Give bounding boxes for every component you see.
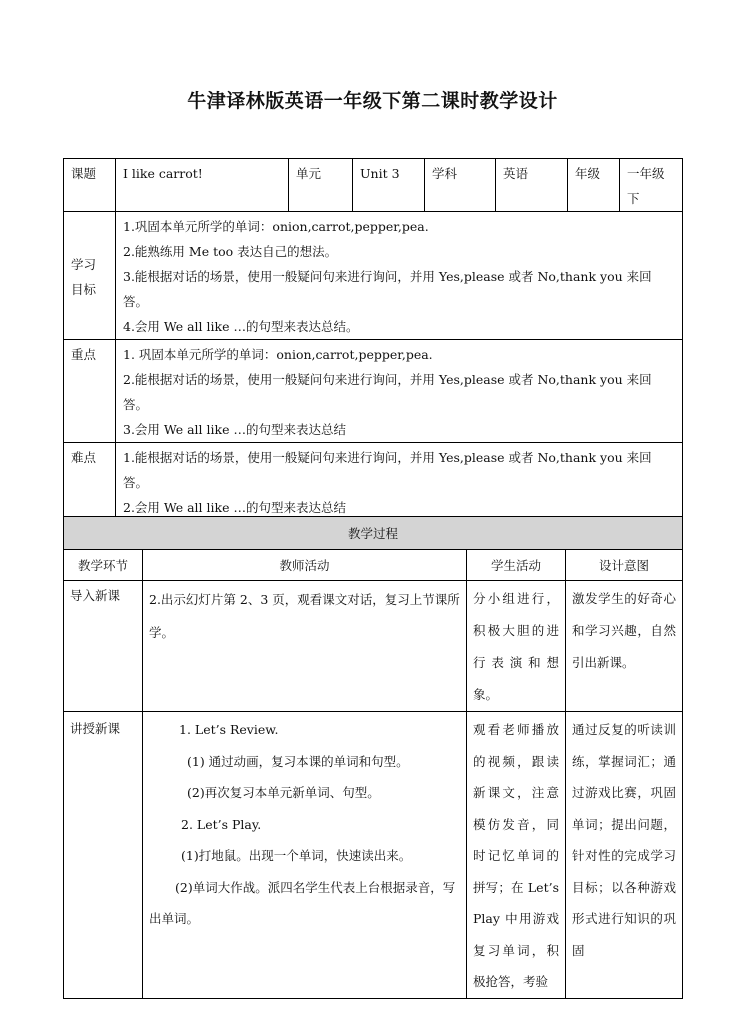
objective-item: 3.能根据对话的场景，使用一般疑问句来进行询问，并用 Yes,please 或者 No,thank you 来回答。 xyxy=(123,269,652,309)
grade-value: 一年级下 xyxy=(620,159,683,212)
topic-label: 课题 xyxy=(64,159,116,212)
objectives-cell xyxy=(116,212,683,340)
unit-value: Unit 3 xyxy=(353,159,425,212)
teacher-activity-line: 2. Let’s Play. xyxy=(181,816,262,832)
unit-label: 单元 xyxy=(289,159,353,212)
lesson-info-table xyxy=(63,158,683,521)
teacher-activity-cell xyxy=(143,581,467,712)
teacher-activity-line: (2)再次复习本单元新单词、句型。 xyxy=(187,785,380,800)
key-point-item: 2.能根据对话的场景，使用一般疑问句来进行询问，并用 Yes,please 或者 No,thank you 来回答。 xyxy=(123,372,652,412)
objective-item: 4.会用 We all like …的句型来表达总结。 xyxy=(123,319,359,334)
teacher-activity-line: 1. Let’s Review. xyxy=(179,722,279,737)
difficult-point-item: 2.会用 We all like …的句型来表达总结 xyxy=(123,500,346,515)
table-row xyxy=(64,581,683,712)
student-activity-cell: 观看老师播放的视频，跟读新课文，注意模仿发音，同时记忆单词的拼写；在 Let’s Play 中用游戏复习单词，积极抢答，考验 xyxy=(467,712,566,999)
column-header: 教学环节 xyxy=(64,550,143,581)
design-purpose-cell: 激发学生的好奇心和学习兴趣，自然引出新课。 xyxy=(566,581,683,712)
difficult-point-item: 1.能根据对话的场景，使用一般疑问句来进行询问，并用 Yes,please 或者 No,thank you 来回答。 xyxy=(123,450,652,490)
table-row xyxy=(64,712,683,999)
teacher-activity-line: (2)单词大作战。派四名学生代表上台根据录音，写出单词。 xyxy=(149,879,456,926)
subject-label: 学科 xyxy=(425,159,496,212)
subject-value: 英语 xyxy=(496,159,568,212)
teacher-activity-cell xyxy=(143,712,467,999)
topic-value: I like carrot! xyxy=(116,159,289,212)
stage-cell: 导入新课 xyxy=(64,581,143,712)
stage-cell: 讲授新课 xyxy=(64,712,143,999)
key-point-item: 1. 巩固本单元所学的单词：onion,carrot,pepper,pea. xyxy=(123,347,433,362)
objective-item: 1.巩固本单元所学的单词：onion,carrot,pepper,pea. xyxy=(123,219,429,234)
teacher-activity-line: (1) 通过动画，复习本课的单词和句型。 xyxy=(187,753,409,769)
grade-label: 年级 xyxy=(568,159,620,212)
difficult-points-cell xyxy=(116,443,683,521)
key-point-item: 3.会用 We all like …的句型来表达总结 xyxy=(123,422,346,437)
teacher-activity-line: (1)打地鼠。出现一个单词，快速读出来。 xyxy=(181,848,412,863)
design-purpose-cell: 通过反复的听读训练，掌握词汇；通过游戏比赛，巩固单词；提出问题，针对性的完成学习目标；以各种游戏形式进行知识的巩固 xyxy=(566,712,683,999)
student-activity-cell: 分小组进行，积极大胆的进行表演和想象。 xyxy=(467,581,566,712)
objectives-label: 学习目标 xyxy=(64,212,116,340)
teaching-process-table xyxy=(63,516,683,999)
process-heading: 教学过程 xyxy=(64,517,683,550)
teacher-activity-line: 2.出示幻灯片第 2、3 页，观看课文对话，复习上节课所学。 xyxy=(149,592,460,640)
key-points-cell xyxy=(116,340,683,443)
difficult-points-label: 难点 xyxy=(64,443,116,521)
column-header: 教师活动 xyxy=(143,550,467,581)
document-title: 牛津译林版英语一年级下第二课时教学设计 xyxy=(187,90,558,112)
column-header: 学生活动 xyxy=(467,550,566,581)
objective-item: 2.能熟练用 Me too 表达自己的想法。 xyxy=(123,244,338,259)
column-header: 设计意图 xyxy=(566,550,683,581)
key-points-label: 重点 xyxy=(64,340,116,443)
